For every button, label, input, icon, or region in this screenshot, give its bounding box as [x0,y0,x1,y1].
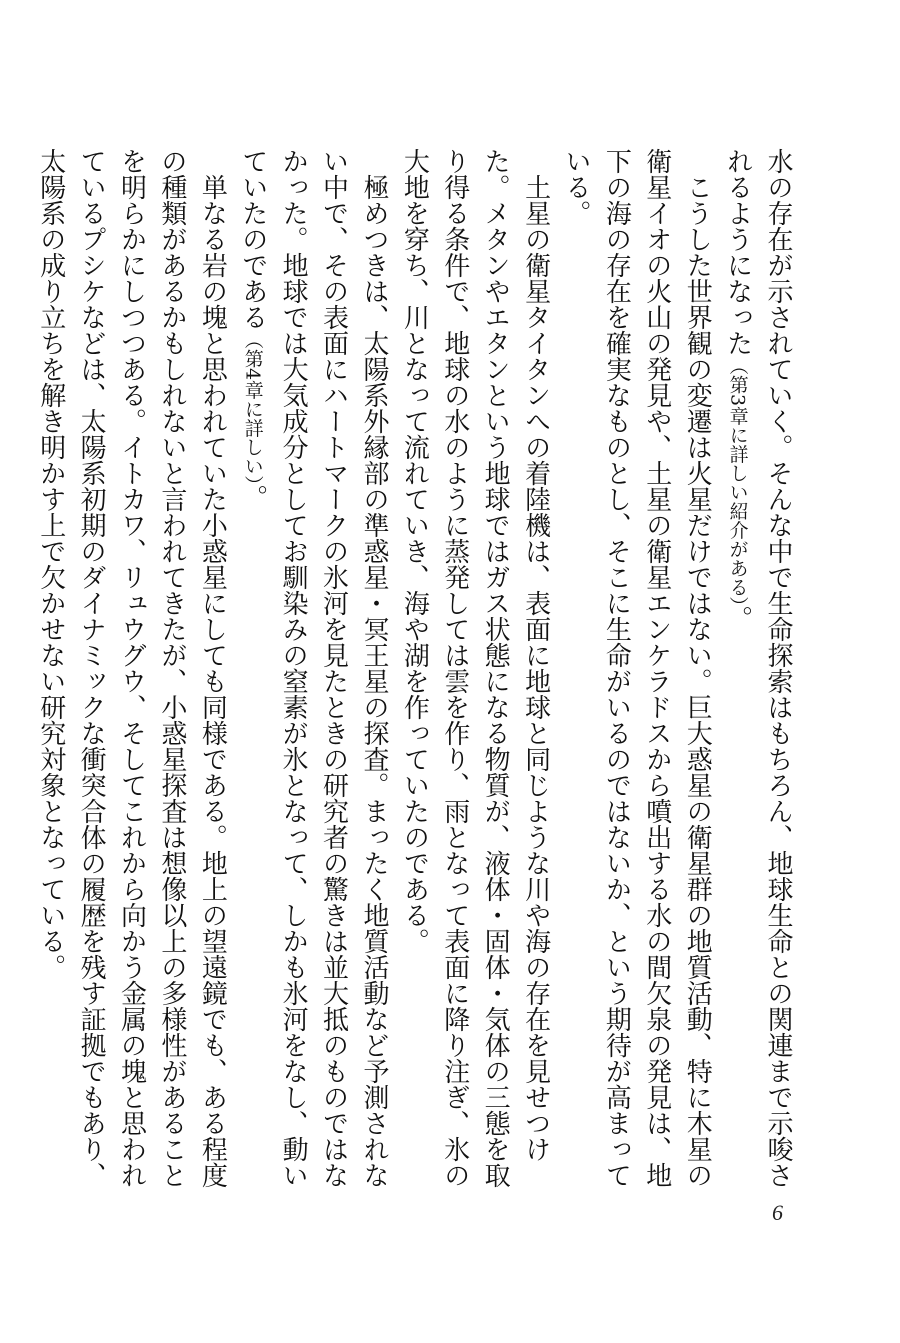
vertical-text-block [30,148,798,1188]
paragraph-1-end: 。 [722,605,753,632]
page-number: 6 [772,1200,783,1225]
paragraph-3-text: 土星の衛星タイタンへの着陸機は、表面に地球と同じような川や海の存在を見せつけた。メタンやエタンという地球ではガス状態になる物質が、液体・固体・気体の三態を取り得る条件で、地球の水のように蒸発しては雲を作り、雨となって表面に降り注ぎ、氷の大地を穿ち、川となって流れていき、海や湖を作っていたのである。 [399,148,551,1188]
paragraph-4-end: 。 [237,484,268,511]
paragraph-2 [556,148,718,1188]
paragraph-3 [394,148,556,1188]
paragraph-4 [232,148,394,1188]
paragraph-4-text: 極めつきは、太陽系外縁部の準惑星・冥王星の探査。まったく地質活動など予測されない中で、その表面にハートマークの氷河を見たときの研究者の驚きは並大抵のものではなかった。地球では大気成分としてお馴染みの窒素が氷となって、しかも氷河をなし、動いていたのである [237,148,389,1188]
paragraph-5 [30,148,232,1188]
paragraph-1-note: （第3章に詳しい紹介がある） [726,356,749,606]
paragraph-1-text: 水の存在が示されていく。そんな中で生命探索はもちろん、地球生命との関連まで示唆されるようになった [722,148,793,1188]
paragraph-1 [717,148,798,1188]
paragraph-2-text: こうした世界観の変遷は火星だけではない。巨大惑星の衛星群の地質活動、特に木星の衛星イオの火山の発見や、土星の衛星エンケラドスから噴出する水の間欠泉の発見は、地下の海の存在を確実なものとし、そこに生命がいるのではないか、という期待が高まっている。 [560,148,713,1188]
paragraph-5-text: 単なる岩の塊と思われていた小惑星にしても同様である。地上の望遠鏡でも、ある程度の種類があるかもしれないと言われてきたが、小惑星探査は想像以上の多様性があることを明らかにしつつある。イトカワ、リュウグウ、そしてこれから向かう金属の塊と思われているプシケなどは、太陽系初期のダイナミックな衝突合体の履歴を残す証拠でもあり、太陽系の成り立ちを解き明かす上で欠かせない研究対象となっている。 [35,148,228,1188]
paragraph-4-note: （第4章に詳しい） [241,330,264,485]
